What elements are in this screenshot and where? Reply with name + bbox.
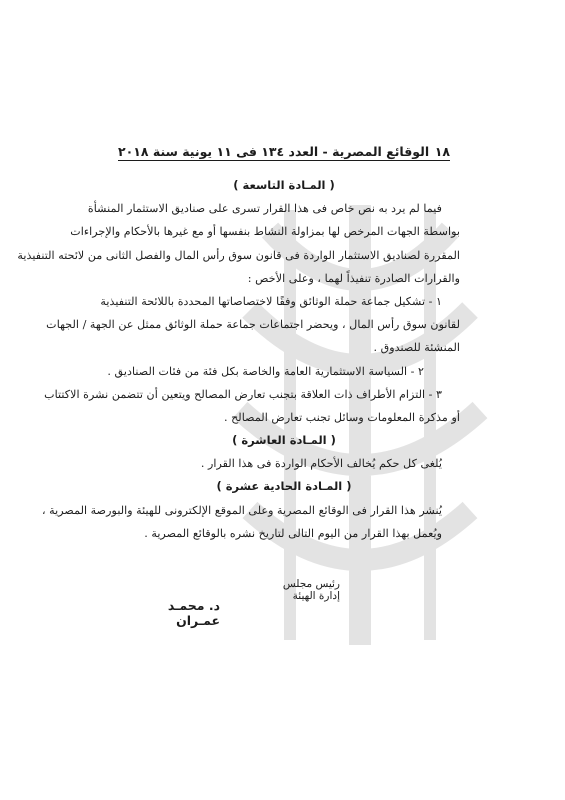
paragraph-line: يُنشر هذا القرار فى الوقائع المصرية وعلى الموقع الإلكترونى للهيئة والبورصة المصرية ، [41,503,442,517]
list-item: ١ - تشكيل جماعة حملة الوثائق وفقًا لاختصاصاتها المحددة باللائحة التنفيذية [100,294,442,308]
paragraph-line: فيما لم يرد به نص خاص فى هذا القرار تسرى على صناديق الاستثمار المنشأة [87,202,442,216]
signatory-name: د. محمـد عمـران [167,598,220,628]
paragraph-line: بواسطة الجهات المرخص لها بمزاولة النشاط بنفسها أو مع غيرها بالأحكام والإجراءات [70,225,460,239]
paragraph-line: والقرارات الصادرة تنفيذاً لهما ، وعلى الأخص : [247,271,460,285]
article-heading: ( المـادة العاشرة ) [232,433,336,448]
publication-title: الوقائع المصرية - العدد ١٣٤ فى ١١ يونية سنة ٢٠١٨ [118,144,430,159]
document-body [17,174,460,545]
paragraph-line: المقررة لصناديق الاستثمار الواردة فى قانون سوق رأس المال والفصل الثانى من لائحته التنفيذية [17,248,460,262]
list-item: ٣ - التزام الأطراف ذات العلاقة بتجنب تعارض المصالح ويتعين أن تتضمن نشرة الاكتتاب [44,387,442,401]
paragraph-line: لقانون سوق رأس المال ، ويحضر اجتماعات جماعة حملة الوثائق ممثل عن الجهة / الجهات [46,318,460,332]
article-heading: ( المـادة الحادية عشرة ) [216,479,352,494]
page-header [118,135,450,159]
header-divider [118,160,450,161]
paragraph-line: يُلغى كل حكم يُخالف الأحكام الواردة فى هذا القرار . [200,457,442,471]
page-number: ١٨ [434,144,450,159]
list-item: ٢ - السياسة الاستثمارية العامة والخاصة بكل فئة من فئات الصناديق . [107,364,424,378]
paragraph-line: المنشئة للصندوق . [373,341,460,355]
signatory-title: رئيس مجلس إدارة الهيئة [282,578,340,602]
article-heading: ( المـادة التاسعة ) [233,178,335,192]
paragraph-line: أو مذكرة المعلومات وسائل تجنب تعارض المصالح . [223,410,460,424]
paragraph-line: ويُعمل بهذا القرار من اليوم التالى لتاريخ نشره بالوقائع المصرية . [144,526,442,540]
